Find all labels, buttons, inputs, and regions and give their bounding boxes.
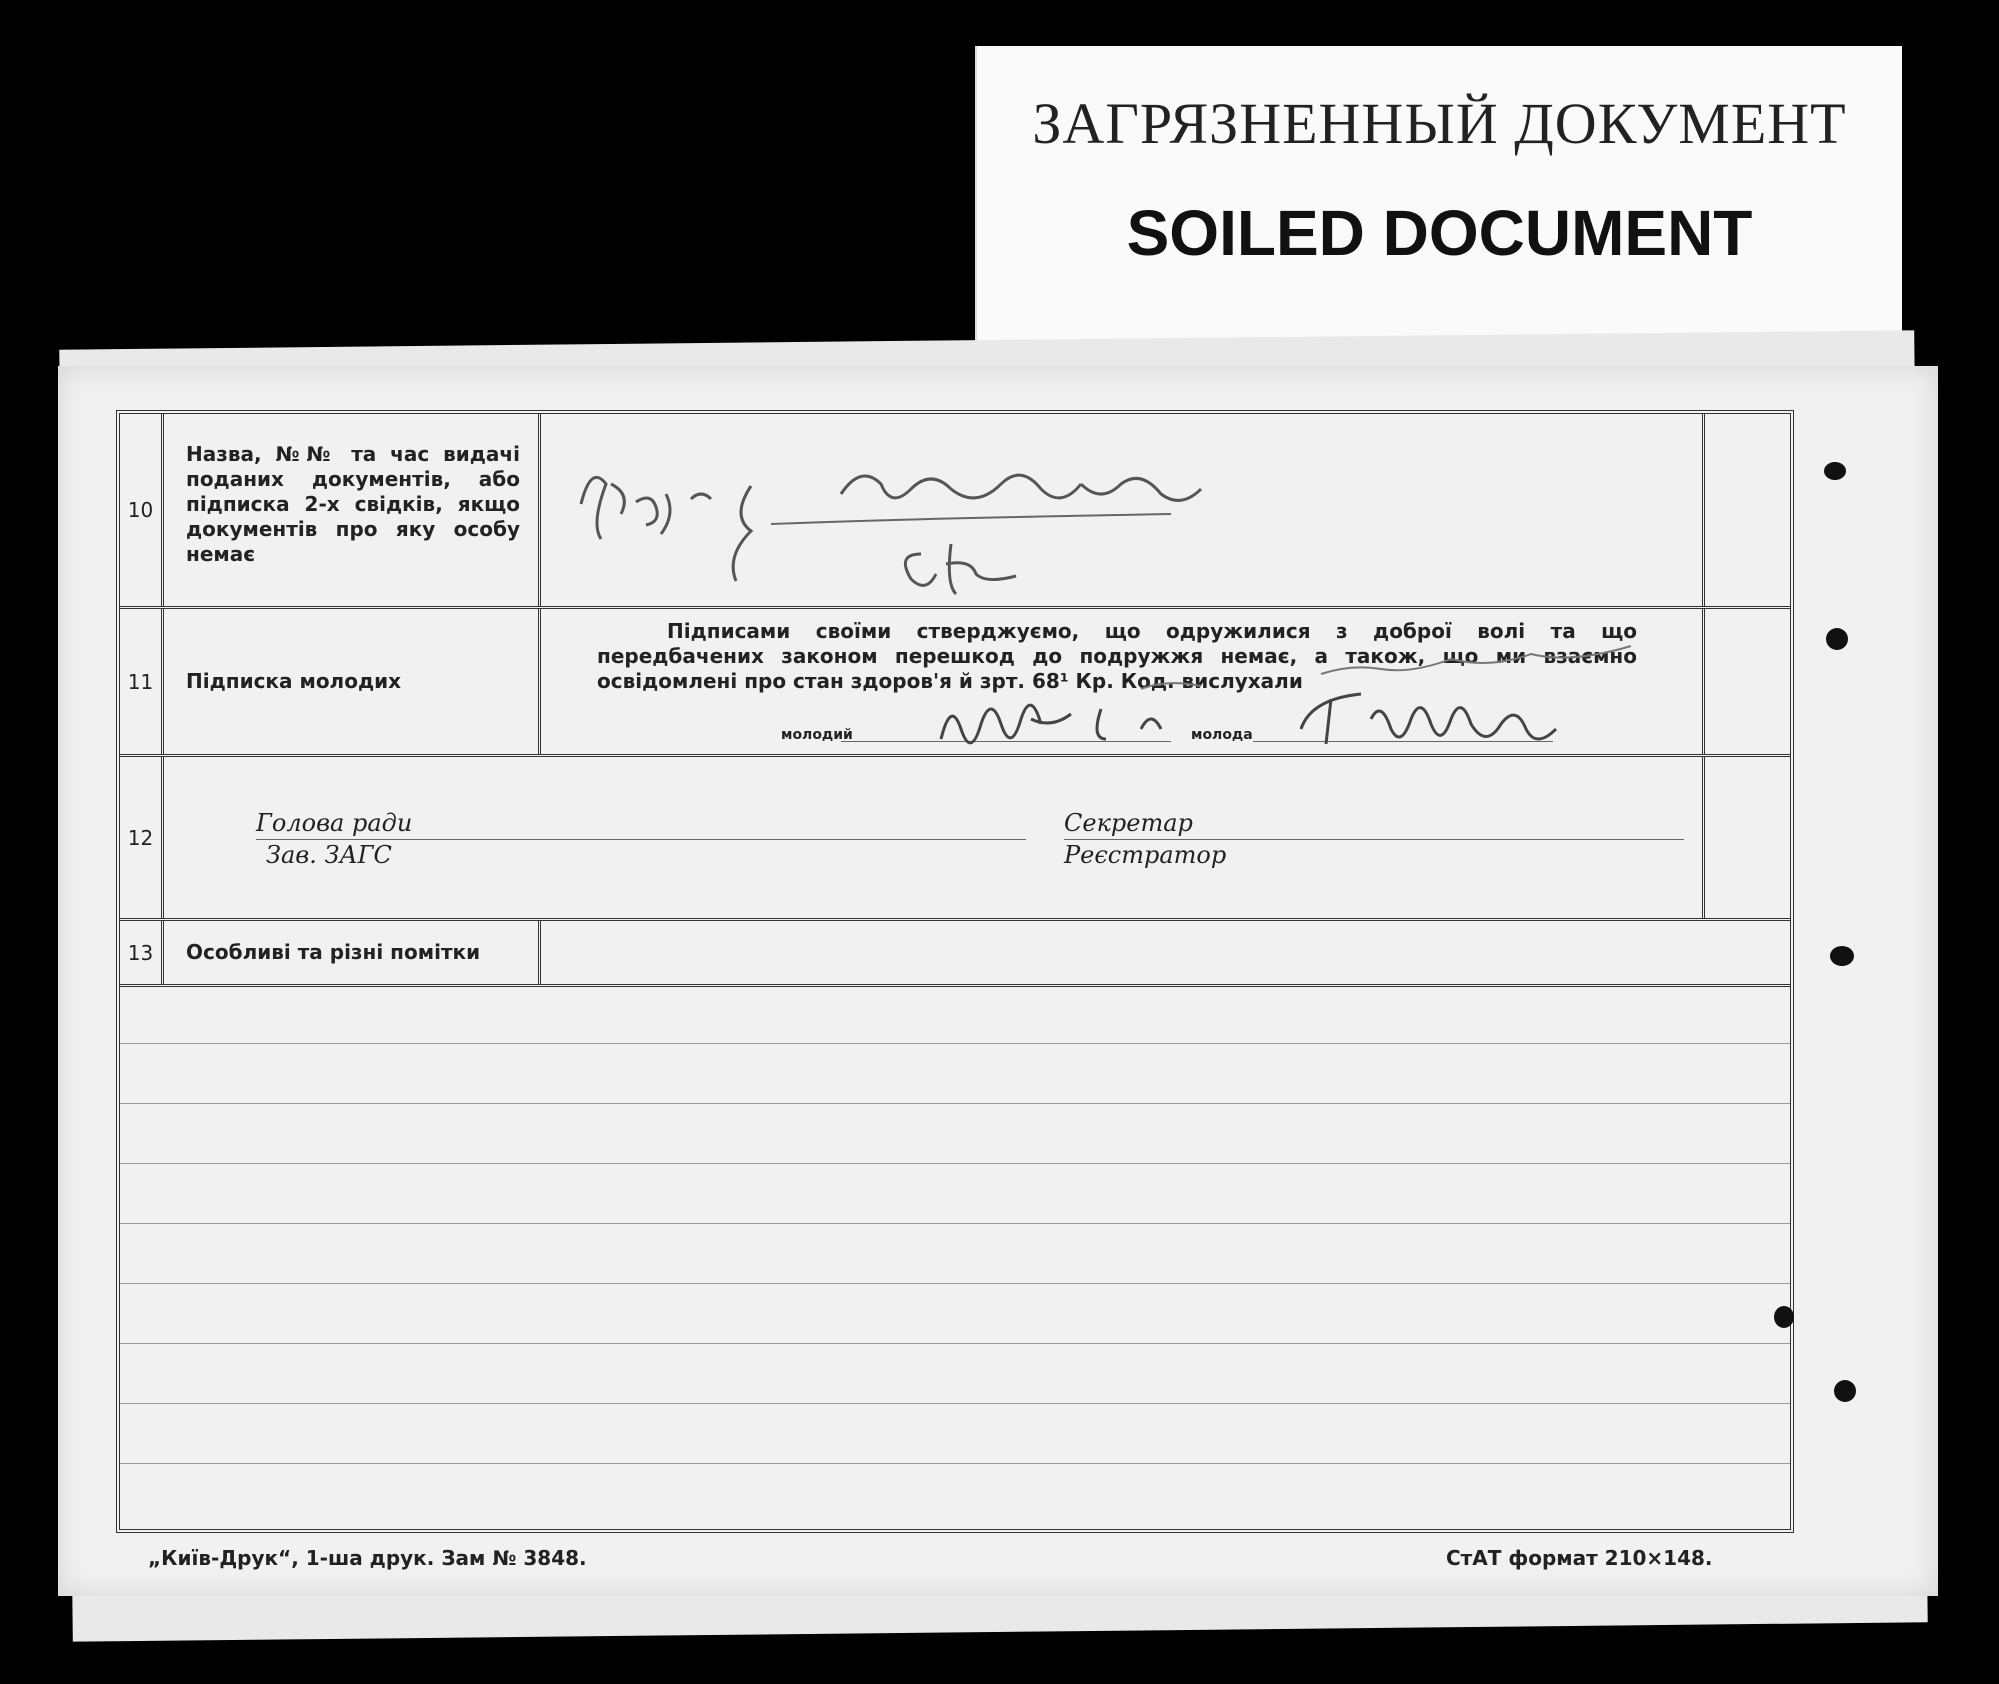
soiled-label-english: SOILED DOCUMENT <box>1126 197 1753 269</box>
binding-hole <box>1830 946 1854 966</box>
handwritten-documents-note <box>541 414 1441 609</box>
handwritten-signatures <box>541 609 1741 757</box>
groom-label: молодий <box>781 727 853 743</box>
row-10 <box>120 414 1790 609</box>
ruled-line <box>120 1223 1790 1224</box>
form-format-note: СтАТ формат 210×148. <box>1446 1546 1713 1570</box>
ruled-line <box>120 1463 1790 1464</box>
row-number: 11 <box>120 609 164 754</box>
row-12 <box>120 757 1790 921</box>
ruled-line <box>120 1343 1790 1344</box>
ruled-line <box>120 1043 1790 1044</box>
head-title-line-1: Голова ради <box>256 809 413 837</box>
printer-imprint: „Київ-Друк“, 1-ша друк. Зам № 3848. <box>148 1546 587 1570</box>
row-11 <box>120 609 1790 757</box>
soiled-label-russian: ЗАГРЯЗНЕННЫЙ ДОКУМЕНТ <box>1032 91 1847 156</box>
right-margin-column <box>1702 609 1790 754</box>
secretary-title-line-1: Секретар <box>1064 809 1193 837</box>
row-13 <box>120 921 1790 987</box>
row-number: 10 <box>120 414 164 606</box>
right-margin-column <box>1702 414 1790 606</box>
row-label: Особливі та різні помітки <box>164 921 541 984</box>
soiled-document-label <box>975 46 1902 356</box>
bride-label: молода <box>1191 727 1253 743</box>
ruled-line <box>120 1403 1790 1404</box>
binding-hole <box>1826 628 1848 650</box>
row-label: Підписка молодих <box>164 609 541 754</box>
binding-hole <box>1824 462 1846 480</box>
ruled-line <box>120 1283 1790 1284</box>
ruled-line <box>120 1163 1790 1164</box>
form-frame <box>116 410 1794 1533</box>
secretary-signature-line <box>1064 839 1684 840</box>
ruled-line <box>120 1103 1790 1104</box>
binding-hole <box>1834 1380 1856 1402</box>
right-margin-column <box>1702 757 1790 918</box>
remarks-ruled-area <box>120 987 1790 1527</box>
head-signature-line <box>256 839 1026 840</box>
row-label: Назва, №№ та час видачі поданих документів, або підписка 2-х свідків, якщо документів про яку особу немає <box>164 414 541 606</box>
binding-hole <box>1774 1306 1794 1328</box>
row-number: 12 <box>120 757 164 918</box>
newlyweds-signature-cell <box>541 609 1702 754</box>
row-number: 13 <box>120 921 164 984</box>
marriage-declaration-text: Підписами своїми стверджуємо, що одружилися з доброї волі та що передбачених законом перешкод до подружжя немає, а також, що ми взаємно освідомлені про стан здоров'я й зрт. 68¹ Кр. Код. вислухали <box>597 619 1637 693</box>
head-title-line-2: Зав. ЗАГС <box>266 841 392 869</box>
secretary-title-line-2: Реєстратор <box>1064 841 1227 869</box>
documents-cell <box>541 414 1702 606</box>
document-sheet <box>58 366 1938 1596</box>
